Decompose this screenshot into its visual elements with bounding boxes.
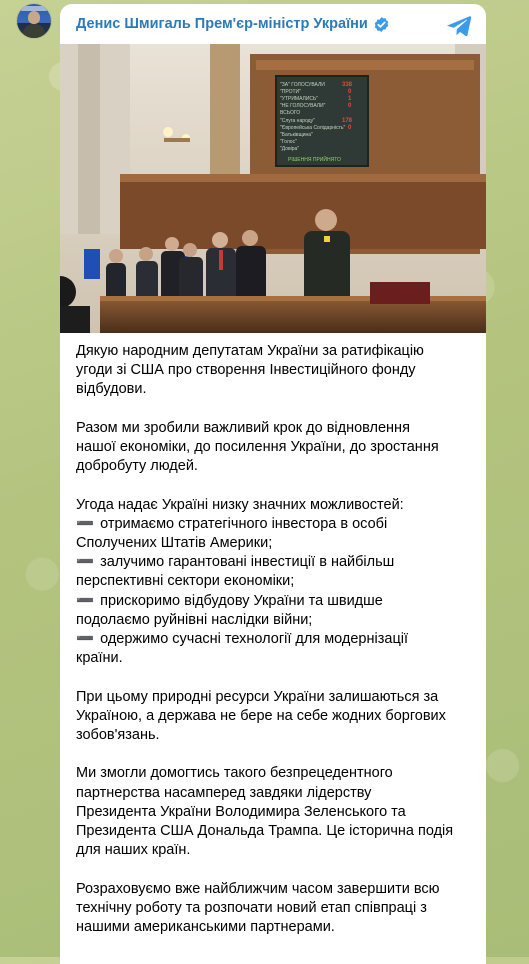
paragraph-6 — [76, 880, 476, 938]
text-line: Разом ми зробили важливий крок до відновлення — [76, 419, 410, 436]
paragraph-1 — [76, 342, 476, 400]
telegram-share-icon — [446, 14, 472, 38]
text-line: партнерства насамперед завдяки лідерству — [76, 784, 372, 801]
scoreboard-number-4: 0 — [348, 103, 352, 109]
channel-name-link[interactable]: Денис Шмигаль Прем'єр-міністр України — [76, 16, 368, 32]
scoreboard-line-7: "Європейська Солідарність" — [280, 125, 346, 131]
list-item — [76, 553, 476, 572]
list-item — [76, 515, 476, 534]
text-line: Дякую народним депутатам України за ратифікацію — [76, 343, 424, 359]
scoreboard-line-1: "ЗА" ГОЛОСУВАЛИ — [280, 82, 325, 88]
channel-avatar[interactable] — [17, 4, 51, 38]
paragraph-5 — [76, 764, 476, 860]
text-line: подолаємо руйнівні наслідки війни; — [76, 611, 313, 628]
scoreboard-line-2: "ПРОТИ" — [280, 89, 301, 95]
scoreboard-line-5: ВСЬОГО — [280, 110, 301, 116]
scoreboard-line-3: "УТРИМАЛИСЬ" — [280, 96, 319, 102]
scoreboard-number-2: 0 — [348, 89, 352, 95]
parliament-photo — [60, 44, 486, 333]
scoreboard-line-9: "Голос" — [280, 139, 297, 145]
post-text — [76, 342, 476, 956]
list-item-text: одержимо сучасні технології для модернізації — [96, 631, 408, 648]
scoreboard-number-3: 1 — [348, 96, 352, 102]
text-line: Розраховуємо вже найближчим часом завершити всю — [76, 880, 440, 897]
scoreboard-number-6: 0 — [348, 125, 352, 131]
scoreboard-line-6: "Слуга народу" — [280, 118, 315, 124]
scoreboard-line-4: "НЕ ГОЛОСУВАЛИ" — [280, 103, 326, 109]
scoreboard-number-1: 338 — [342, 82, 353, 88]
paragraph-3 — [76, 496, 476, 669]
text-line: нашими американськими партнерами. — [76, 919, 335, 936]
message-header — [60, 4, 486, 44]
list-item — [76, 630, 476, 649]
text-line: для наших країн. — [76, 842, 191, 859]
scoreboard-line-8: "Батьківщина" — [280, 132, 313, 138]
list-item-text: прискоримо відбудову України та швидше — [96, 592, 383, 609]
text-line: нашої економіки, до посилення України, до зростання — [76, 439, 439, 455]
text-line: Президента України Володимира Зеленського та — [76, 803, 406, 820]
message-bubble — [60, 4, 486, 964]
text-line: технічну роботу та розпочати новий етап співпраці з — [76, 899, 427, 916]
text-line: Президента США Дональда Трампа. Це історична подія — [76, 823, 454, 840]
paragraph-2 — [76, 419, 476, 477]
share-button[interactable] — [446, 14, 472, 38]
verified-icon — [373, 16, 390, 33]
text-line: Сполучених Штатів Америки; — [76, 535, 273, 551]
text-line: Україною, а держава не бере на себе жодних боргових — [76, 707, 446, 724]
avatar-head — [28, 11, 40, 24]
dash-icon: ➖ — [76, 554, 95, 571]
text-line: Ми змогли домогтись такого безпрецедентного — [76, 765, 393, 782]
text-line: країни. — [76, 650, 123, 667]
list-item — [76, 592, 476, 611]
text-line: При цьому природні ресурси України залишаються за — [76, 688, 439, 705]
scoreboard-line-10: "Довіра" — [280, 146, 300, 152]
post-photo[interactable] — [60, 44, 486, 333]
dash-icon: ➖ — [76, 631, 95, 648]
list-item-text: залучимо гарантовані інвестиції в найбільш — [96, 554, 395, 571]
list-item-text: отримаємо стратегічного інвестора в особі — [96, 515, 388, 532]
text-line: Угода надає Україні низку значних можливостей: — [76, 496, 404, 513]
avatar-body — [23, 24, 45, 38]
text-line: угоди зі США про створення Інвестиційного фонду — [76, 362, 416, 379]
paragraph-4 — [76, 688, 476, 746]
text-line: зобов'язань. — [76, 727, 160, 744]
text-line: перспективні сектори економіки; — [76, 573, 295, 590]
text-line: відбудови. — [76, 381, 147, 398]
dash-icon: ➖ — [76, 592, 95, 609]
scoreboard-number-5: 178 — [342, 118, 353, 124]
dash-icon: ➖ — [76, 515, 95, 532]
text-line: добробуту людей. — [76, 458, 198, 475]
scoreboard-footer: РІШЕННЯ ПРИЙНЯТО — [288, 157, 341, 163]
